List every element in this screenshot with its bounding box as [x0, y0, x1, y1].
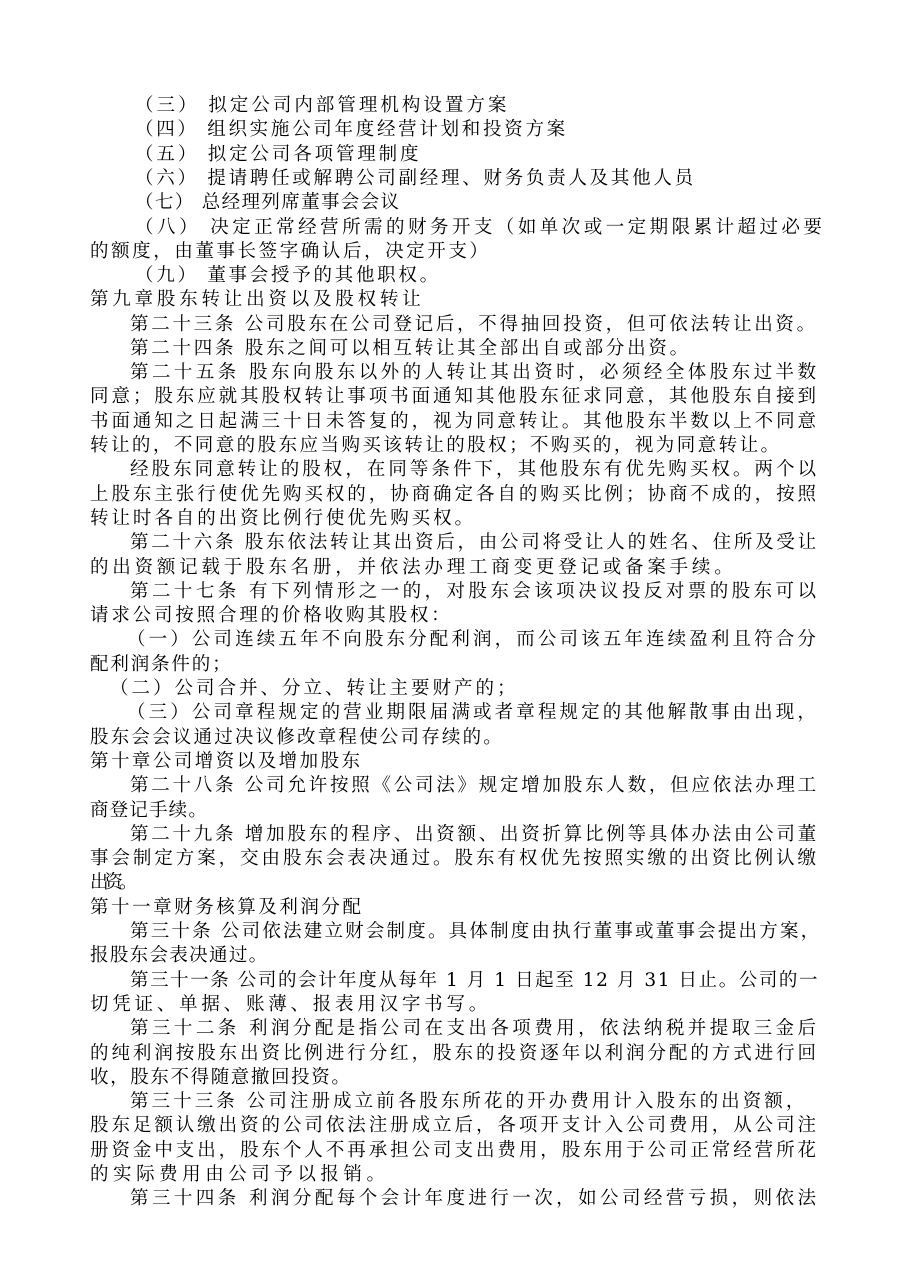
chapter-heading: 第十一章财务核算及利润分配: [90, 897, 364, 918]
text-line: （八） 决定正常经营所需的财务开支（如单次或一定期限累计超过必要: [135, 217, 826, 238]
text-line: （三）公司章程规定的营业期限届满或者章程规定的其他解散事由出现，: [127, 702, 820, 723]
text-line: 第二十九条 增加股东的程序、出资额、出资折算比例等具体办法由公司董: [130, 824, 819, 845]
chapter-heading: 第九章股东转让出资以及股权转让: [90, 289, 425, 310]
text-line: 转让时各自的出资比例行使优先购买权。: [90, 508, 477, 529]
text-line: 转让的，不同意的股东应当购买该转让的股权；不购买的，视为同意转让。: [90, 435, 782, 456]
text-line: 的出资额记载于股东名册，并依法办理工商变更登记或备案手续。: [90, 557, 737, 578]
text-line: 同意；股东应就其股权转让事项书面通知其他股东征求同意，其他股东自接到: [90, 386, 820, 407]
text-line: （六） 提请聘任或解聘公司副经理、财务负责人及其他人员: [135, 168, 696, 189]
text-line: 切凭证、单据、账薄、报表用汉字书写。: [90, 994, 492, 1015]
text-line: 第二十四条 股东之间可以相互转让其全部出自或部分出资。: [130, 338, 691, 359]
text-line: 的纯利润按股东出资比例进行分红，股东的投资逐年以利润分配的方式进行回: [90, 1043, 820, 1064]
text-line: 事会制定方案，交由股东会表决通过。股东有权优先按照实缴的出资比例认缴: [90, 848, 820, 869]
text-line: 的额度，由董事长签字确认后，决定开支）: [90, 241, 491, 262]
text-line: 的实际费用由公司予以报销。: [90, 1164, 390, 1185]
text-line: 书面通知之日起满三十日未答复的，视为同意转让。其他股东半数以上不同意: [90, 411, 820, 432]
text-line: 第三十条 公司依法建立财会制度。具体制度由执行董事或董事会提出方案，: [130, 921, 822, 942]
text-line: 第三十三条 公司注册成立前各股东所花的开办费用计入股东的出资额，: [130, 1091, 808, 1112]
text-line: 经股东同意转让的股权，在同等条件下，其他股东有优先购买权。两个以: [130, 459, 820, 480]
text-line: 册资金中支出，股东个人不再承担公司支出费用，股东用于公司正常经营所花: [90, 1140, 820, 1161]
text-line: 第三十四条 利润分配每个会计年度进行一次，如公司经营亏损，则依法: [130, 1188, 820, 1209]
text-line: （四） 组织实施公司年度经营计划和投资方案: [135, 119, 568, 140]
text-line: （三） 拟定公司内部管理机构设置方案: [135, 95, 510, 116]
text-line: 第三十一条 公司的会计年度从每年 1 月 1 日起至 12 月 31 日止。公司的一: [130, 970, 820, 991]
text-line: 出资。: [90, 872, 134, 893]
text-line: 请求公司按照合理的价格收购其股权：: [90, 605, 453, 626]
text-line: （一）公司连续五年不向股东分配利润，而公司该五年连续盈利且符合分: [127, 629, 820, 650]
text-line: 上股东主张行使优先购买权的，协商确定各自的购买比例；协商不成的，按照: [90, 484, 820, 505]
text-line: 第二十七条 有下列情形之一的，对股东会该项决议投反对票的股东可以: [130, 581, 820, 602]
text-line: 报股东会表决通过。: [90, 945, 269, 966]
text-line: 第二十三条 公司股东在公司登记后，不得抽回投资，但可依法转让出资。: [130, 314, 818, 335]
text-line: （七） 总经理列席董事会会议: [135, 192, 401, 213]
text-line: 第二十六条 股东依法转让其出资后，由公司将受让人的姓名、住所及受让: [130, 532, 819, 553]
text-line: 第二十八条 公司允许按照《公司法》规定增加股东人数，但应依法办理工: [130, 775, 819, 796]
text-line: （九） 董事会授予的其他职权。: [135, 265, 441, 286]
text-line: 商登记手续。: [90, 800, 209, 821]
text-line: （五） 拟定公司各项管理制度: [135, 144, 422, 165]
text-line: 收，股东不得随意撤回投资。: [90, 1067, 352, 1088]
text-line: 第三十二条 利润分配是指公司在支出各项费用，依法纳税并提取三金后: [130, 1018, 820, 1039]
text-line: 股东会会议通过决议修改章程使公司存续的。: [90, 727, 505, 748]
text-line: 第二十五条 股东向股东以外的人转让其出资时，必须经全体股东过半数: [130, 362, 820, 383]
text-line: 配利润条件的；: [90, 654, 233, 675]
text-line: 股东足额认缴出资的公司依法注册成立后，各项开支计入公司费用，从公司注: [90, 1115, 820, 1136]
text-line: （二）公司合并、分立、转让主要财产的；: [110, 678, 519, 699]
chapter-heading: 第十章公司增资以及增加股东: [90, 751, 363, 772]
